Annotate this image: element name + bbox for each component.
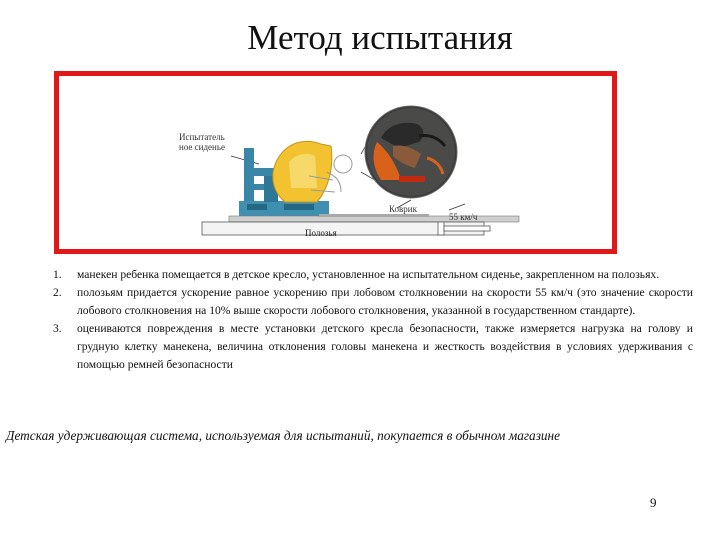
list-item-text: манекен ребенка помещается в детское кресло, установленное на испытательном сиденье, закрепленном на полозьях. (77, 268, 660, 281)
test-seat-label: Испытатель ное сиденье (179, 132, 225, 152)
list-item-text: оцениваются повреждения в месте установки детского кресла безопасности, также измеряется нагрузка на голову и грудную клетку манекена, величина отклонения головы манекена и жесткость воздействия в условиях удерживания с помощью ремней безопасности (77, 322, 693, 371)
test-steps-list (53, 266, 693, 374)
test-method-figure (54, 71, 617, 254)
list-item-text: полозьям придается ускорение равное ускорению при лобовом столкновении на скорости 55 км/ч (это значение скорости лобового столкновения на 10% выше скорости лобового столкновения, указанной в государственном стандарте). (77, 286, 693, 317)
list-item-number: 2. (53, 286, 62, 299)
dummy-label: Коврик (389, 204, 417, 214)
sled-test-illustration (59, 76, 612, 249)
speed-label: 55 км/ч (449, 212, 478, 222)
slide-title: Метод испытания (247, 18, 513, 57)
rails-label: Полозья (305, 228, 337, 238)
list-item-number: 3. (53, 322, 62, 335)
crash-photo-inset (365, 106, 457, 198)
list-item (53, 266, 693, 284)
child-seat-icon (273, 141, 332, 202)
list-item-number: 1. (53, 268, 62, 281)
speed-arrow (449, 204, 465, 210)
list-item (53, 284, 693, 320)
store-note: Детская удерживающая система, используемая для испытаний, покупается в обычном магазине (6, 428, 561, 443)
list-item (53, 320, 693, 374)
page-number: 9 (650, 495, 657, 510)
